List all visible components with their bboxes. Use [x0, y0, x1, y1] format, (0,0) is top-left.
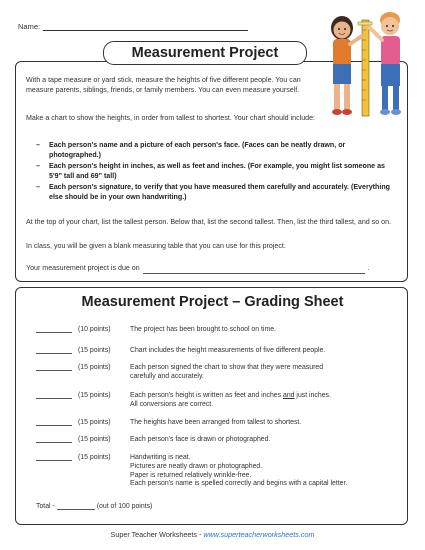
- name-label: Name:: [18, 22, 41, 31]
- list-item: – Each person's signature, to verify that you have measured them carefully and accurately. (Everything else should be in your own handwriting.): [36, 183, 390, 201]
- intro-paragraph: With a tape measure or yard stick, measure the heights of five different people. You can measure parents, siblings, friends, or family members. You can even measure yourself.: [26, 76, 301, 94]
- kids-measuring-illustration: [318, 6, 418, 118]
- footer-url-link[interactable]: www.superteacherworksheets.com: [203, 530, 315, 539]
- due-date-row: Your measurement project is due on .: [26, 264, 370, 272]
- score-blank[interactable]: [36, 370, 72, 371]
- footer-brand: Super Teacher Worksheets: [110, 530, 197, 539]
- due-date-line[interactable]: [143, 266, 365, 274]
- score-blank[interactable]: [36, 332, 72, 333]
- list-item: – Each person's name and a picture of each person's face. (Faces can be neatly drawn, or photographed.): [36, 141, 346, 159]
- score-blank[interactable]: [36, 460, 72, 461]
- score-blank[interactable]: [36, 442, 72, 443]
- chart-instructions: Make a chart to show the heights, in order from tallest to shortest. Your chart should include:: [26, 114, 316, 122]
- total-score-blank[interactable]: [57, 503, 95, 510]
- ordering-instructions: At the top of your chart, list the tallest person. Below that, list the second tallest. Then, list the third tallest, and so on.: [26, 218, 391, 226]
- score-blank[interactable]: [36, 425, 72, 426]
- score-blank[interactable]: [36, 353, 72, 354]
- score-blank[interactable]: [36, 398, 72, 399]
- name-line[interactable]: [43, 23, 248, 31]
- chart-requirements-list: [36, 141, 391, 205]
- total-score-row: Total - (out of 100 points): [36, 503, 153, 510]
- grading-sheet-title: Measurement Project – Grading Sheet: [81, 294, 344, 310]
- name-field: [18, 22, 248, 31]
- list-item: – Each person's height in inches, as well as feet and inches. (For example, you might list someone as 5'9" tall and 69" tall): [36, 162, 385, 180]
- class-note: In class, you will be given a blank measuring table that you can use for this project.: [26, 242, 286, 250]
- footer: Super Teacher Worksheets - www.superteacherworksheets.com: [110, 530, 315, 539]
- page-title: Measurement Project: [103, 41, 307, 65]
